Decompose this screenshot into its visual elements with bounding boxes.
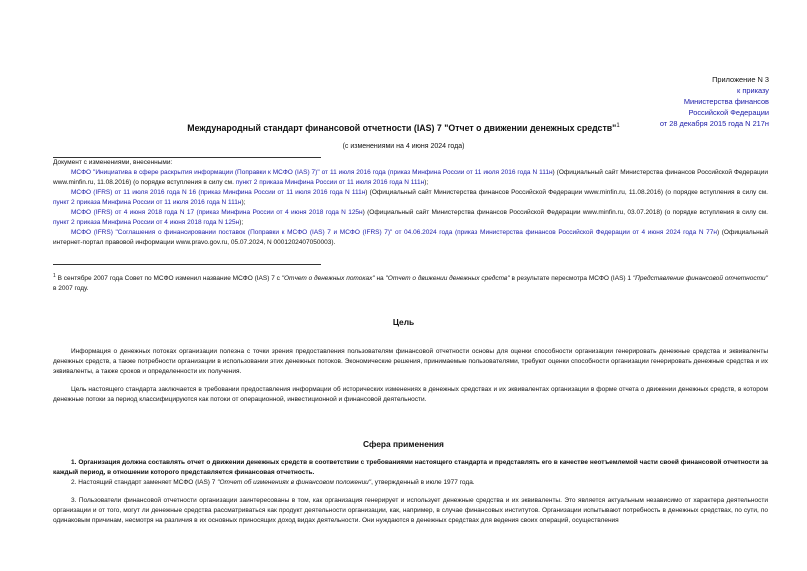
changes-intro: Документ с изменениями, внесенными:	[53, 159, 173, 166]
change-order-link[interactable]: (приказ Минфина России от 4 июня 2018 года N 125н	[196, 209, 363, 216]
change-item: МСФО (IFRS) от 4 июня 2018 года N 17 (приказ Минфина России от 4 июня 2018 года N 125н) (Официальный сайт Министерства финансов Российской Федерации www.minfin.ru, 03.07.2018) (о порядке вступления в силу см. пункт 2 приказа Минфина России от 4 июня 2018 года N 125н);	[53, 209, 768, 226]
change-link[interactable]: МСФО (IFRS) от 4 июня 2018 года N 17	[71, 209, 195, 216]
change-link[interactable]: МСФО (IFRS) от 11 июля 2016 года N 16	[71, 189, 197, 196]
change-effective-link[interactable]: пункт 2 приказа Минфина России от 11 июля 2016 года N 111н	[53, 199, 242, 206]
change-order-link[interactable]: (приказ Министерства финансов Российской Федерации от 4 июня 2024 года N 77н	[454, 229, 717, 236]
annex-federation-link[interactable]: Российской Федерации	[688, 108, 769, 117]
paragraph: Цель настоящего стандарта заключается в требовании предоставления информации об исторических изменениях в денежных средствах и их эквивалентах организации в форме отчета о движении денежных средств, в котором денежные потоки за период классифицируются как потоки от операционной, инвестиционной и финансовой деятельности.	[53, 386, 768, 403]
change-order-link[interactable]: (приказ Минфина России от 11 июля 2016 года N 111н	[198, 189, 366, 196]
annex-date-link[interactable]: от 28 декабря 2015 года N 217н	[659, 119, 769, 128]
change-item: МСФО "Инициатива в сфере раскрытия информации (Поправки к МСФО (IAS) 7)" от 11 июля 2016 года (приказ Минфина России от 11 июля 2016 года N 111н) (Официальный сайт Министерства финансов Российской Федерации www.minfin.ru, 11.08.2016) (о порядке вступления в силу см. пункт 2 приказа Минфина России от 11 июля 2016 года N 111н);	[53, 169, 768, 186]
footnote-divider	[53, 264, 321, 265]
change-order-link[interactable]: (приказ Минфина России от 11 июля 2016 года N 111н	[387, 169, 553, 176]
paragraph: 3. Пользователи финансовой отчетности организации заинтересованы в том, как организация генерирует и использует денежные средства и их эквиваленты. Это является актуальным независимо от характера деятельности организации и от того, могут ли денежные средства рассматриваться как продукт деятельности организации, как, например, в случае финансовых институтов. Организации испытывают потребность в денежных средствах, по сути, по одинаковым причинам, несмотря на различия в их основных приносящих доход видах деятельности. Они нуждаются в денежных средствах для ведения своих операций, осуществления	[53, 497, 768, 524]
goal-section	[53, 347, 768, 405]
paragraph: 2. Настоящий стандарт заменяет МСФО (IAS) 7 "Отчет об изменениях в финансовом положении", утвержденный в июле 1977 года.	[71, 479, 475, 486]
annex-number: Приложение N 3	[712, 75, 769, 84]
paragraph: 1. Организация должна составлять отчет о движении денежных средств в соответствии с требованиями настоящего стандарта и представлять его в качестве неотъемлемой части своей финансовой отчетности за каждый период, в отношении которого представляется финансовая отчетность.	[53, 459, 768, 476]
change-link[interactable]: МСФО "Инициатива в сфере раскрытия информации (Поправки к МСФО (IAS) 7)" от 11 июля 2016 года	[71, 169, 386, 176]
change-link[interactable]: МСФО (IFRS) "Соглашения о финансировании поставок (Поправки к МСФО (IAS) 7 и МСФО (IFRS) 7)" от 04.06.2024 года	[71, 229, 453, 236]
document-title: Международный стандарт финансовой отчетности (IAS) 7 "Отчет о движении денежных средств"$^1$	[187, 123, 620, 133]
annex-ministry-link[interactable]: Министерства финансов	[683, 97, 769, 106]
document-subtitle: (с изменениями на 4 июня 2024 года)	[342, 143, 465, 150]
changes-list	[53, 158, 768, 248]
change-effective-link[interactable]: пункт 2 приказа Минфина России от 11 июля 2016 года N 111н	[235, 179, 425, 186]
title-text: Международный стандарт финансовой отчетности (IAS) 7 "Отчет о движении денежных средств"	[187, 123, 617, 133]
annex-order-link[interactable]: к приказу	[737, 86, 769, 95]
scope-section	[53, 458, 768, 526]
change-effective-link[interactable]: пункт 2 приказа Минфина России от 4 июня 2018 года N 125н	[53, 219, 240, 226]
section-heading-goal: Цель	[392, 317, 415, 327]
annex-header	[660, 74, 769, 129]
change-item: МСФО (IFRS) от 11 июля 2016 года N 16 (приказ Минфина России от 11 июля 2016 года N 111н) (Официальный сайт Министерства финансов Российской Федерации www.minfin.ru, 11.08.2016) (о порядке вступления в силу см. пункт 2 приказа Минфина России от 11 июля 2016 года N 111н);	[53, 189, 768, 206]
footnote: $^1$ В сентябре 2007 года Совет по МСФО изменил название МСФО (IAS) 7 с "Отчет о денежных потоках" на "Отчет о движении денежных средств" в результате пересмотра МСФО (IAS) 1 "Представление финансовой отчетности" в 2007 году.	[53, 273, 768, 293]
paragraph: Информация о денежных потоках организации полезна с точки зрения предоставления пользователям финансовой отчетности основы для оценки способности организации генерировать денежные средства и эквиваленты денежных средств, а также потребности организации в использовании этих денежных потоков. Экономические решения, принимаемые пользователями, требуют оценки способности организации генерировать денежные средства и их эквиваленты, а также сроков и определенности их получения.	[53, 348, 768, 375]
section-heading-scope: Сфера применения	[363, 439, 444, 449]
change-item: МСФО (IFRS) "Соглашения о финансировании поставок (Поправки к МСФО (IAS) 7 и МСФО (IFRS) 7)" от 04.06.2024 года (приказ Министерства финансов Российской Федерации от 4 июня 2024 года N 77н) (Официальный интернет-портал правовой информации www.pravo.gov.ru, 05.07.2024, N 0001202407050003).	[53, 229, 768, 246]
